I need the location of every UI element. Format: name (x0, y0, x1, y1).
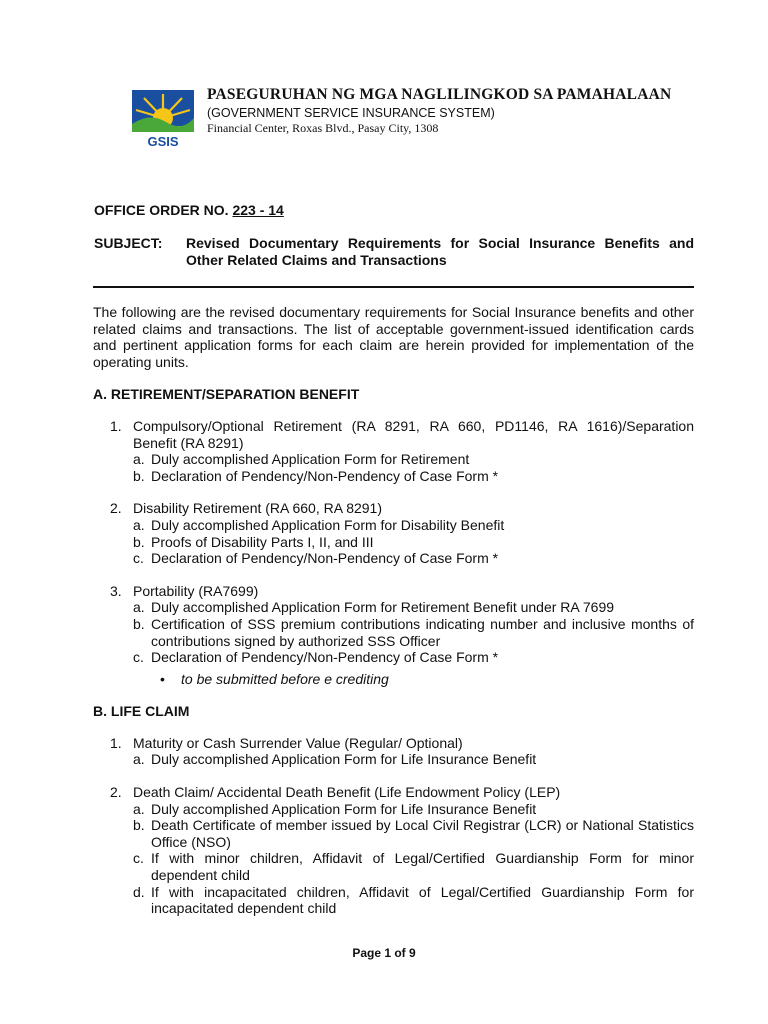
sub-item-text: Declaration of Pendency/Non-Pendency of Case Form * (151, 550, 499, 567)
footnote (93, 671, 694, 688)
subject-text: Revised Documentary Requirements for Social Insurance Benefits and Other Related Claims and Transactions (186, 235, 694, 268)
sub-item-letter: a. (133, 451, 145, 468)
sub-item (133, 534, 694, 551)
sub-item-letter: b. (133, 467, 145, 484)
sub-item (133, 468, 694, 485)
sub-item-text: If with incapacitated children, Affidavit of Legal/Certified Guardianship Form for incapacitated dependent child (151, 883, 694, 917)
sub-item-text: Declaration of Pendency/Non-Pendency of Case Form * (151, 649, 499, 666)
subject-label: SUBJECT: (94, 235, 163, 251)
sub-item-letter: b. (133, 817, 145, 834)
sub-item-text: Death Certificate of member issued by Local Civil Registrar (LCR) or National Statistics Office (NSO) (151, 817, 694, 850)
sub-item-text: Declaration of Pendency/Non-Pendency of Case Form * (151, 467, 499, 484)
list-item (93, 735, 694, 768)
sub-item-text: Certification of SSS premium contributions indicating number and inclusive months of contributions signed by authorized SSS Officer (151, 615, 694, 649)
list-item (93, 500, 694, 566)
section-b-title: B. LIFE CLAIM (93, 703, 190, 720)
sub-item (133, 649, 694, 666)
intro-paragraph: The following are the revised documentary requirements for Social Insurance benefits and other related claims and transactions. The list of acceptable government-issued identification cards and pertinent application forms for each claim are herein provided for implementation of the operating units. (93, 304, 694, 370)
item-title: Disability Retirement (RA 660, RA 8291) (133, 500, 382, 517)
horizontal-rule (93, 286, 694, 288)
item-title: Death Claim/ Accidental Death Benefit (Life Endowment Policy (LEP) (133, 784, 561, 801)
office-order-line (94, 202, 284, 218)
sub-item-letter: c. (133, 550, 144, 567)
item-title: Maturity or Cash Surrender Value (Regular/ Optional) (133, 734, 463, 751)
office-order-label: OFFICE ORDER NO. (94, 202, 233, 218)
sub-item (133, 451, 694, 468)
sub-item-letter: a. (133, 751, 145, 768)
sub-item (133, 517, 694, 534)
sub-item-letter: a. (133, 800, 145, 817)
item-number: 3. (110, 582, 122, 599)
agency-address: Financial Center, Roxas Blvd., Pasay City, 1308 (207, 121, 439, 135)
item-title: Compulsory/Optional Retirement (RA 8291, RA 660, PD1146, RA 1616)/Separation Benefit (RA 8291) (133, 417, 694, 451)
sub-item-text: Duly accomplished Application Form for Retirement (151, 451, 470, 468)
logo-text: GSIS (147, 134, 179, 149)
sub-item (133, 599, 694, 616)
sub-item (133, 616, 694, 649)
sub-item-letter: b. (133, 533, 145, 550)
agency-name: PASEGURUHAN NG MGA NAGLILINGKOD SA PAMAHALAAN (207, 86, 672, 103)
agency-subtitle: (GOVERNMENT SERVICE INSURANCE SYSTEM) (207, 106, 495, 120)
sub-item-text: Duly accomplished Application Form for Disability Benefit (151, 516, 505, 533)
sub-item (133, 751, 694, 768)
sub-item-text: Duly accomplished Application Form for Retirement Benefit under RA 7699 (151, 599, 615, 616)
sub-item-letter: d. (133, 883, 145, 900)
sub-item-letter: a. (133, 516, 145, 533)
sub-item (133, 850, 694, 883)
list-item (93, 418, 694, 484)
sub-item-text: Duly accomplished Application Form for Life Insurance Benefit (151, 800, 537, 817)
page-number: Page 1 of 9 (352, 946, 416, 960)
sub-item-letter: a. (133, 599, 145, 616)
section-a-title: A. RETIREMENT/SEPARATION BENEFIT (93, 386, 360, 403)
sub-item-text: Duly accomplished Application Form for Life Insurance Benefit (151, 751, 537, 768)
letterhead (207, 86, 671, 136)
sub-item (133, 550, 694, 567)
office-order-number: 223 - 14 (232, 202, 284, 218)
item-number: 2. (110, 500, 122, 517)
item-number: 1. (110, 417, 122, 434)
sub-item-text: If with minor children, Affidavit of Legal/Certified Guardianship Form for minor dependent child (151, 850, 694, 884)
bullet-icon: • (160, 670, 165, 687)
item-number: 2. (110, 784, 122, 801)
item-number: 1. (110, 734, 122, 751)
sub-item (133, 801, 694, 818)
sub-item-text: Proofs of Disability Parts I, II, and III (151, 533, 374, 550)
footnote-text: to be submitted before e crediting (181, 670, 389, 687)
sub-item (133, 884, 694, 917)
list-item (93, 583, 694, 666)
sub-item-letter: c. (133, 649, 144, 666)
list-item (93, 784, 694, 917)
gsis-logo (130, 88, 196, 150)
sub-item-letter: c. (133, 850, 144, 867)
sub-item-letter: b. (133, 615, 145, 632)
item-title: Portability (RA7699) (133, 582, 259, 599)
sub-item (133, 817, 694, 850)
document-body (93, 304, 694, 933)
